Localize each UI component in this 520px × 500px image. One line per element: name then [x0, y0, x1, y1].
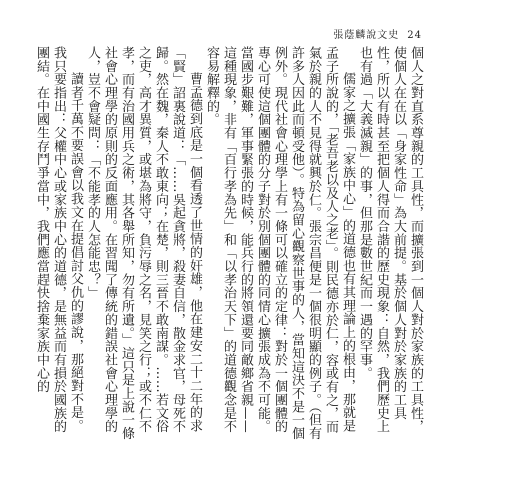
page-number: 24 — [407, 30, 422, 41]
paragraph: 讀者千萬不要誤會以我文在提倡討父仇的謬說，那絕對不是。我只要指出：父權中心或家族中心的道德，是無益而有損於國族的團結。在中國生存鬥爭當中，我們應當趕快捨棄家族中心的 — [34, 46, 83, 434]
paragraph: 個人之對直系尊親的工具性，而擴張到一個人對於家族的工具性，使個人在在以「身家性命」為大前提。基於個人對於家族的工具性，所以有時甚至把個人得而合諧的歷史現象：自然，我們歷史上也有過「大義滅親」的事，但那是數世紀而一遇的罕事。 — [357, 46, 423, 434]
paragraph: 儒家之擴張「家族中心」的道德也有其理論上的根由，那就是孟子所說的，「老吾老以及人之老」。則民德亦於仁，容或有之，而氣於親的人不見得就興於仁。張宗昌便是一個很明顯的例子。（但有許多人因此而頓受他）。特為留心觀察世事的人，當知這決不是一個例外。現代社會心理學上有一條可以確立的定律：對於一個團體的專心可使這個團體的分子對於別個團體的同情心擴張成為不可能。當國步艱難，軍事緊張的時候，能兵行的將領還要同敵鄉省親——這種現象，非有「百行孝為先」和「以孝治天下」的道德觀念是不容易解釋的。 — [204, 46, 355, 440]
book-title: 張蔭麟說文史 — [333, 30, 400, 41]
running-header — [333, 26, 422, 41]
body-text — [34, 46, 424, 444]
paragraph: 曹孟德到底是一個看透了世情的奸雄，他在建安二十二年的求「賢」詔裏說道：「……吳起貪將，殺妻自信，散金求官，母死不歸。然在魏，秦人不敢東向；在楚，則三晉不敢南謀。……若文俗之吏，高才異質，或堪為將守，負污辱之名，見笑之行；或不仁不孝，而有治國用兵之術，其各舉所知，勿有所遺。」這只是上說一條社會心理學的原則的反面應用。在習聞了傳統的錯誤社會心理學的人，豈不會疑問：「不能孝的人怎能忠？」 — [85, 46, 202, 440]
